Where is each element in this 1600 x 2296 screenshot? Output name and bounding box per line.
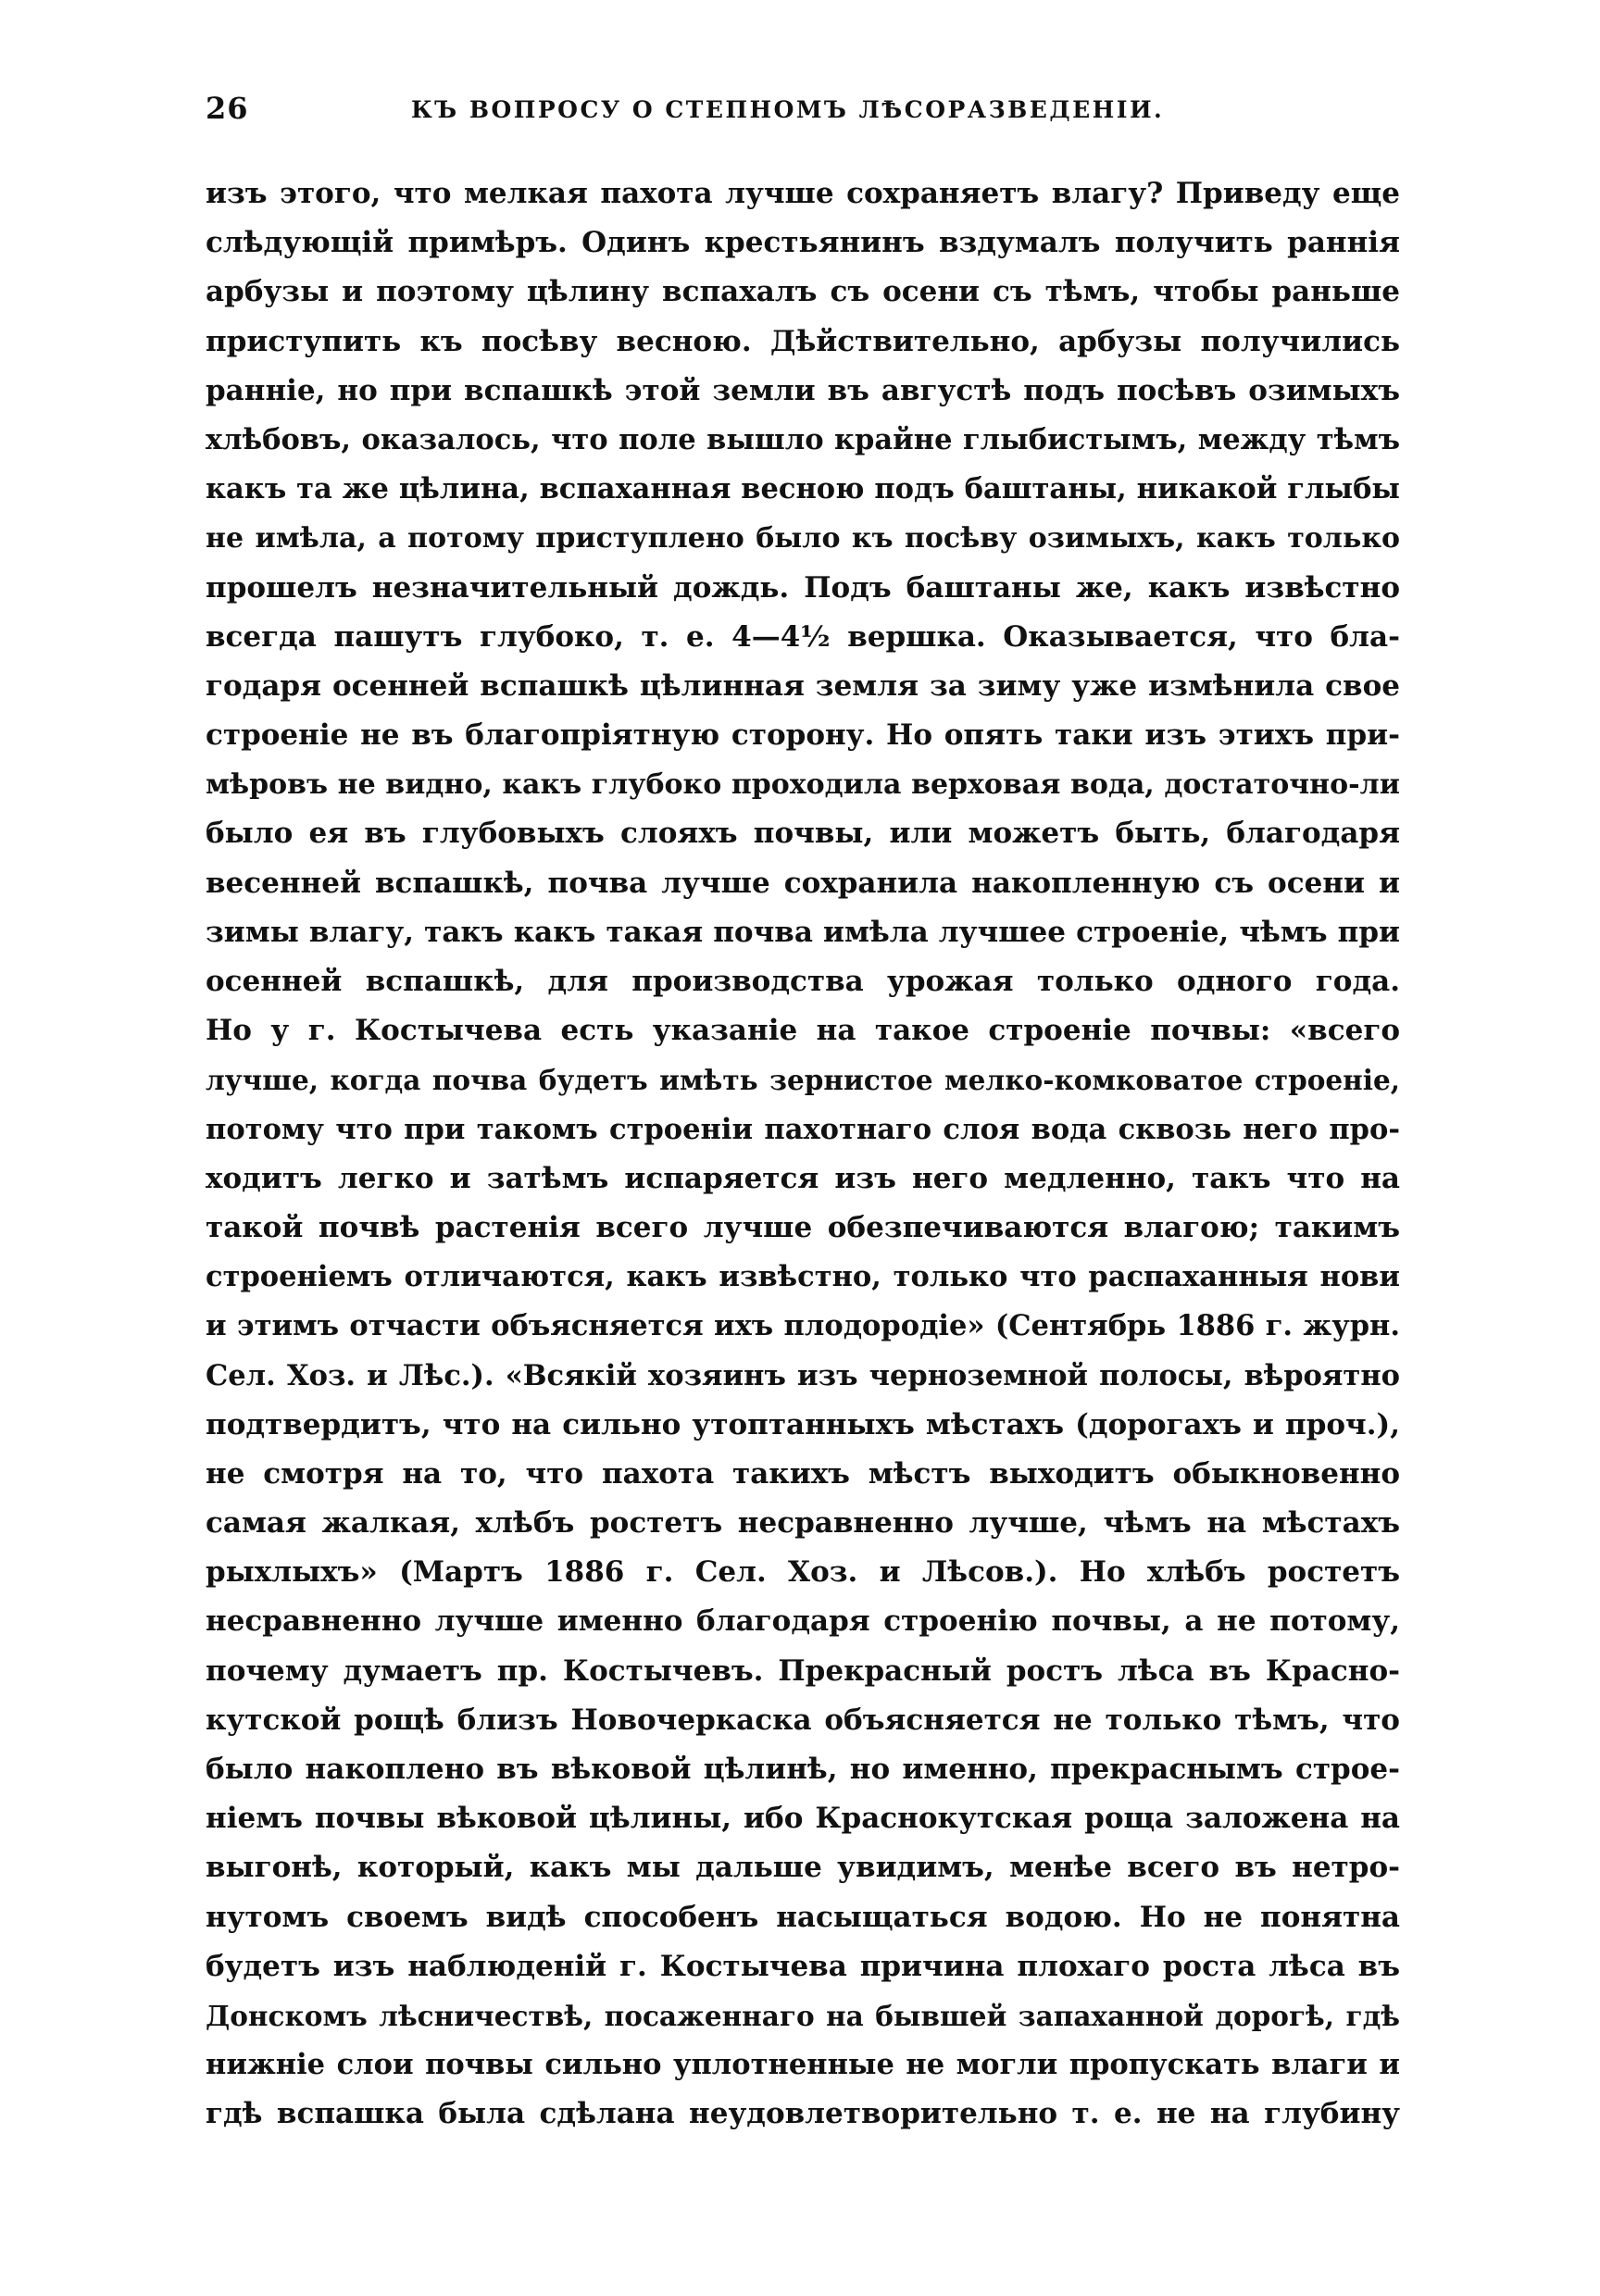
- text-line: такой почвѣ растенія всего лучше обезпечиваются влагою; такимъ: [206, 1210, 1400, 1244]
- running-head: [206, 91, 1400, 128]
- text-line: всегда пашутъ глубоко, т. е. 4—4½ вершка. Оказывается, что бла-: [206, 619, 1400, 654]
- text-line: Но у г. Костычева есть указаніе на такое строеніе почвы: «всего: [206, 1014, 1400, 1048]
- text-line: арбузы и поэтому цѣлину вспахалъ съ осени съ тѣмъ, чтобы раньше: [206, 275, 1400, 309]
- text-line: будетъ изъ наблюденій г. Костычева причина плохаго роста лѣса въ: [206, 1949, 1400, 1983]
- text-line: Сел. Хоз. и Лѣс.). «Всякій хозяинъ изъ черноземной полосы, вѣроятно: [206, 1358, 1400, 1392]
- body-text: [206, 169, 1400, 2140]
- text-line: было накоплено въ вѣковой цѣлинѣ, но именно, прекраснымъ строе-: [206, 1753, 1400, 1786]
- text-line: хлѣбовъ, оказалось, что поле вышло крайне глыбистымъ, между тѣмъ: [206, 422, 1400, 456]
- text-line: почему думаетъ пр. Костычевъ. Прекрасный ростъ лѣса въ Красно-: [206, 1653, 1400, 1688]
- text-line: прошелъ незначительный дождь. Подъ баштаны же, какъ извѣстно: [206, 570, 1400, 605]
- text-line: не имѣла, а потому приступлено было къ посѣву озимыхъ, какъ только: [206, 522, 1400, 555]
- text-line: какъ та же цѣлина, вспаханная весною подъ баштаны, никакой глыбы: [206, 472, 1400, 506]
- text-line: ходитъ легко и затѣмъ испаряется изъ него медленно, такъ что на: [206, 1161, 1400, 1195]
- text-line: строеніе не въ благопріятную сторону. Но опять таки изъ этихъ при-: [206, 718, 1400, 753]
- text-line: несравненно лучше именно благодаря строенію почвы, а не потому,: [206, 1604, 1400, 1639]
- text-line: было ея въ глубовыхъ слояхъ почвы, или можетъ быть, благодаря: [206, 817, 1400, 851]
- text-line: осенней вспашкѣ, для производства урожая только одного года.: [206, 965, 1400, 998]
- page-number: 26: [206, 91, 249, 126]
- text-line: зимы влагу, такъ какъ такая почва имѣла лучшее строеніе, чѣмъ при: [206, 915, 1400, 949]
- text-line: гдѣ вспашка была сдѣлана неудовлетворительно т. е. не на глубину: [206, 2097, 1400, 2131]
- text-line: изъ этого, что мелкая пахота лучше сохраняетъ влагу? Приведу еще: [206, 177, 1400, 210]
- text-line: кутской рощѣ близъ Новочеркаска объясняется не только тѣмъ, что: [206, 1703, 1400, 1737]
- text-line: приступить къ посѣву весною. Дѣйствительно, арбузы получились: [206, 324, 1400, 358]
- text-line: нутомъ своемъ видѣ способенъ насыщаться водою. Но не понятна: [206, 1900, 1400, 1934]
- text-line: лучше, когда почва будетъ имѣть зернистое мелко-комковатое строеніе,: [206, 1064, 1400, 1097]
- text-line: подтвердитъ, что на сильно утоптанныхъ мѣстахъ (дорогахъ и проч.),: [206, 1407, 1400, 1441]
- text-line: годаря осенней вспашкѣ цѣлинная земля за зиму уже измѣнила свое: [206, 668, 1400, 703]
- text-line: строеніемъ отличаются, какъ извѣстно, только что распаханныя нови: [206, 1260, 1400, 1294]
- text-line: рыхлыхъ» (Мартъ 1886 г. Сел. Хоз. и Лѣсов.). Но хлѣбъ ростетъ: [206, 1555, 1400, 1590]
- text-line: не смотря на то, что пахота такихъ мѣстъ выходитъ обыкновенно: [206, 1456, 1400, 1491]
- text-line: слѣдующій примѣръ. Одинъ крестьянинъ вздумалъ получить раннія: [206, 226, 1400, 260]
- text-line: потому что при такомъ строеніи пахотнаго слоя вода сквозь него про-: [206, 1112, 1400, 1146]
- text-line: Донскомъ лѣсничествѣ, посаженнаго на бывшей запаханной дорогѣ, гдѣ: [206, 1999, 1400, 2032]
- text-line: нижніе слои почвы сильно уплотненные не могли пропускать влаги и: [206, 2048, 1400, 2082]
- text-line: самая жалкая, хлѣбъ ростетъ несравненно лучше, чѣмъ на мѣстахъ: [206, 1506, 1400, 1541]
- text-line: ніемъ почвы вѣковой цѣлины, ибо Краснокутская роща заложена на: [206, 1802, 1400, 1836]
- text-line: выгонѣ, который, какъ мы дальше увидимъ, менѣе всего въ нетро-: [206, 1851, 1400, 1885]
- text-line: весенней вспашкѣ, почва лучше сохранила накопленную съ осени и: [206, 866, 1400, 900]
- text-line: мѣровъ не видно, какъ глубоко проходила верховая вода, достаточно-ли: [206, 768, 1400, 802]
- text-line: ранніе, но при вспашкѣ этой земли въ августѣ подъ посѣвъ озимыхъ: [206, 373, 1400, 407]
- text-line: и этимъ отчасти объясняется ихъ плодородіе» (Сентябрь 1886 г. журн.: [206, 1309, 1400, 1343]
- running-title: КЪ ВОПРОСУ О СТЕПНОМЪ ЛѢСОРАЗВЕДЕНІИ.: [411, 96, 1165, 123]
